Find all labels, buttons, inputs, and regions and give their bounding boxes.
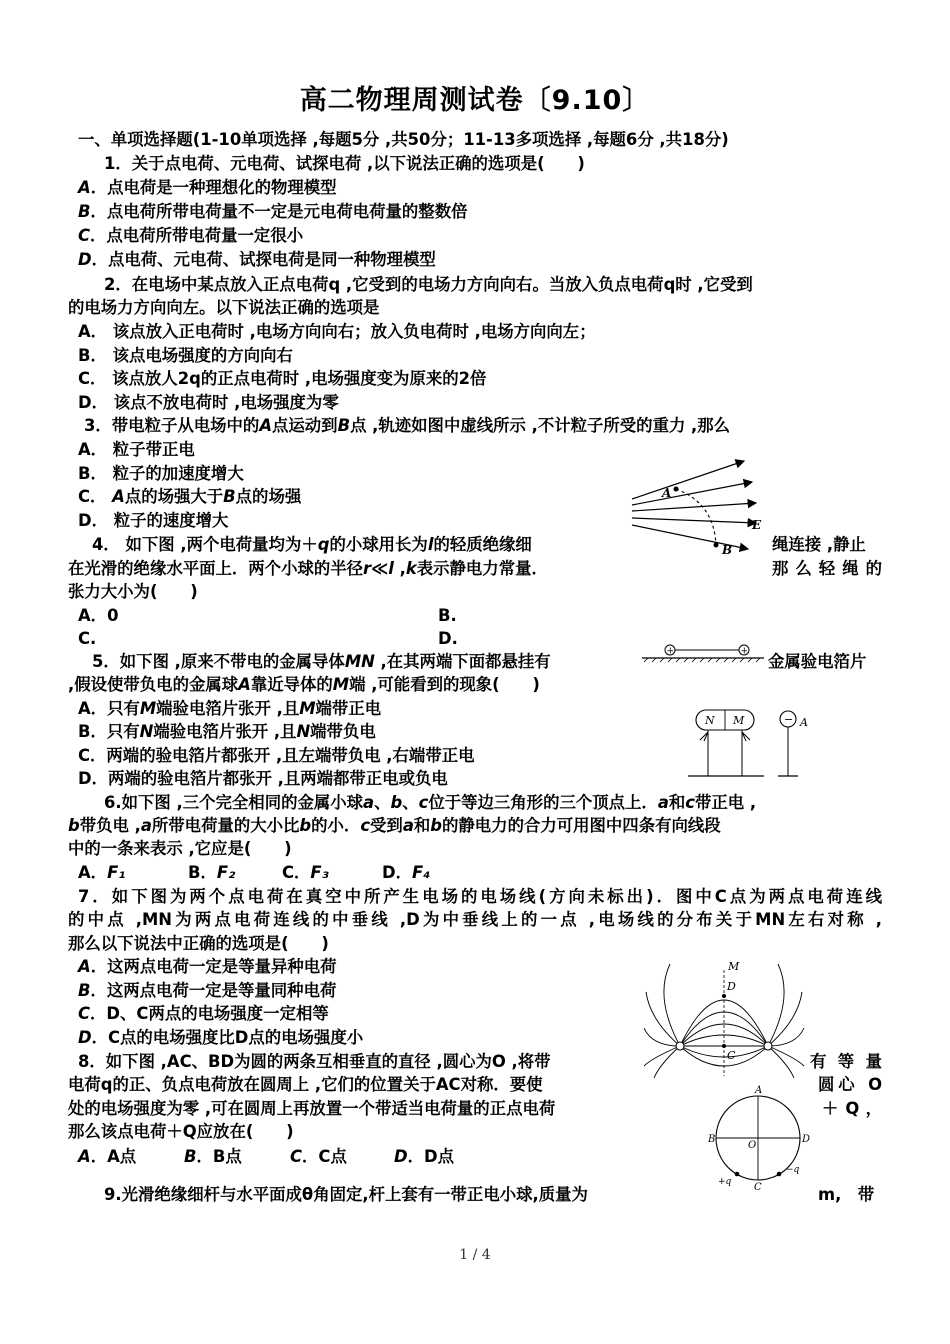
q7-label-d: D — [727, 980, 736, 993]
q1-option-b: B．点电荷所带电荷量不一定是元电荷电荷量的整数倍 — [78, 202, 468, 221]
q4-line1: 4． 如下图 ,两个电荷量均为＋q的小球用长为l的轻质绝缘细 — [92, 535, 532, 554]
q3-point-a — [674, 487, 679, 492]
q7-line2: 的中点 ,MN为两点电荷连线的中垂线 ,D为中垂线上的一点 ,电场线的分布关于MN左右对称 , — [68, 910, 882, 929]
q8-option-d: D．D点 — [394, 1147, 454, 1166]
q5-option-d: D．两端的验电箔片都张开 ,且两端都带正电或负电 — [78, 769, 448, 788]
q5-minus-sign: − — [784, 713, 794, 726]
q6-line1: 6.如下图 ,三个完全相同的金属小球a、b、c位于等边三角形的三个顶点上．a和c带正电 , — [104, 793, 757, 812]
q8-label-b: B — [708, 1134, 716, 1145]
q3-option-a: A． 粒子带正电 — [78, 440, 195, 459]
q3-field-line — [632, 518, 756, 523]
q8-line2: 电荷q的正、负点电荷放在圆周上 ,它们的位置关于AC对称．要使 — [68, 1075, 543, 1094]
q8-label-d: D — [802, 1134, 811, 1145]
q4-plus-left: + — [666, 646, 675, 657]
q7-line1: 7．如下图为两个点电荷在真空中所产生电场的电场线(方向未标出)．图中C点为两点电荷连线 — [78, 887, 882, 906]
q8-positive-charge — [735, 1172, 740, 1177]
q4-option-c: C. — [78, 629, 97, 648]
q1-stem: 1．关于点电荷、元电荷、试探电荷 ,以下说法正确的选项是( ) — [104, 154, 585, 173]
q2-option-d: D． 该点不放电荷时 ,电场强度为零 — [78, 393, 339, 412]
q5-label-m: M — [733, 714, 745, 727]
q6-option-b: B．F₂ — [188, 863, 236, 882]
q7-line3: 那么以下说法中正确的选项是( ) — [68, 934, 329, 953]
q4-line3: 张力大小为( ) — [68, 582, 198, 601]
q5-line1-right: 金属验电箔片 — [768, 652, 867, 671]
q6-line2: b带负电 ,a所带电荷量的大小比b的小．c受到a和b的静电力的合力可用图中四条有向线段 — [68, 816, 721, 835]
q4-line2-right: 那么轻绳的 — [772, 559, 882, 578]
q1-option-c: C．点电荷所带电荷量一定很小 — [78, 226, 304, 245]
q8-line2-right: 圆心 O — [818, 1075, 882, 1094]
q3-option-c: C． A点的场强大于B点的场强 — [78, 487, 302, 506]
q3-field-figure — [628, 455, 773, 575]
q5-line1: 5．如下图 ,原来不带电的金属导体MN ,在其两端下面都悬挂有 — [92, 652, 551, 671]
q5-label-a: A — [800, 716, 808, 729]
q8-line3-right: ＋ Q ， — [822, 1099, 882, 1118]
q6-option-d: D．F₄ — [382, 863, 431, 882]
q6-line3: 中的一条来表示 ,它应是( ) — [68, 839, 292, 858]
q5-foil-left — [700, 732, 708, 741]
q7-point-c — [722, 1044, 726, 1048]
q3-field-line — [632, 461, 744, 499]
q4-option-d: D. — [438, 629, 458, 648]
q1-option-d: D．点电荷、元电荷、试探电荷是同一种物理模型 — [78, 250, 436, 269]
q7-point-d — [722, 994, 726, 998]
section-heading: 一、单项选择题(1-10单项选择 ,每题5分 ,共50分；11-13多项选择 ,每题6分 ,共18分) — [78, 130, 729, 149]
q7-option-b: B．这两点电荷一定是等量同种电荷 — [78, 981, 337, 1000]
q2-option-b: B． 该点电场强度的方向向右 — [78, 346, 293, 365]
q3-option-d: D． 粒子的速度增大 — [78, 511, 229, 530]
q4-line2: 在光滑的绝缘水平面上．两个小球的半径r≪l ,k表示静电力常量． — [68, 559, 548, 578]
q3-point-b — [714, 543, 719, 548]
q8-option-a: A．A点 — [78, 1147, 137, 1166]
q4-line1-right: 绳连接 ,静止 — [772, 535, 866, 554]
q3-label-a: A — [662, 486, 672, 500]
q8-circle-figure — [702, 1080, 820, 1192]
q2-stem-line1: 2．在电场中某点放入正点电荷q ,它受到的电场力方向向右。当放入负点电荷q时 ,它受到 — [104, 275, 753, 294]
q5-option-c: C．两端的验电箔片都张开 ,且左端带负电 ,右端带正电 — [78, 746, 475, 765]
q4-option-b: B. — [438, 606, 457, 625]
q8-line4: 那么该点电荷＋Q应放在( ) — [68, 1122, 294, 1141]
q7-option-c: C．D、C两点的电场强度一定相等 — [78, 1004, 329, 1023]
q8-line3: 处的电场强度为零 ,可在圆周上再放置一个带适当电荷量的正点电荷 — [68, 1099, 556, 1118]
q9-line1-right: m, 带 — [818, 1185, 875, 1204]
q4-option-a: A．0 — [78, 606, 119, 625]
page-title: 高二物理周测试卷〔9.10〕 — [299, 85, 651, 116]
q7-label-c: C — [727, 1049, 736, 1062]
q7-charge-right — [764, 1042, 772, 1050]
q8-label-o: O — [748, 1140, 757, 1151]
q8-label-c: C — [754, 1182, 762, 1192]
q8-option-b: B．B点 — [184, 1147, 242, 1166]
q2-option-a: A． 该点放入正电荷时 ,电场方向向右；放入负电荷时 ,电场方向向左； — [78, 322, 596, 341]
q5-label-n: N — [705, 714, 715, 727]
q3-field-line — [632, 503, 756, 511]
q8-negative-charge — [777, 1172, 782, 1177]
q5-option-b: B．只有N端验电箔片张开 ,且N端带负电 — [78, 722, 376, 741]
q5-option-a: A．只有M端验电箔片张开 ,且M端带正电 — [78, 699, 382, 718]
q3-label-b: B — [722, 543, 733, 557]
q3-option-b: B． 粒子的加速度增大 — [78, 464, 244, 483]
q8-line1-right: 有 等 量 — [810, 1052, 882, 1071]
q3-label-e: E — [752, 518, 762, 532]
q2-stem-line2: 的电场力方向向左。以下说法正确的选项是 — [68, 298, 380, 317]
page-footer: 1 / 4 — [459, 1247, 491, 1263]
q5-foil-right — [742, 732, 750, 741]
q3-trajectory — [676, 489, 716, 545]
q5-figure — [684, 700, 824, 782]
q9-line1: 9.光滑绝缘细杆与水平面成θ角固定,杆上套有一带正电小球,质量为 — [104, 1185, 588, 1204]
q2-option-c: C． 该点放人2q的正点电荷时 ,电场强度变为原来的2倍 — [78, 369, 487, 388]
q4-plus-right: + — [740, 646, 749, 657]
q1-option-a: A．点电荷是一种理想化的物理模型 — [78, 178, 337, 197]
q5-line2: ,假设使带负电的金属球A靠近导体的M端 ,可能看到的现象( ) — [68, 675, 540, 694]
q8-label-a: A — [755, 1085, 763, 1096]
q7-label-m: M — [728, 960, 740, 973]
q6-option-a: A．F₁ — [78, 863, 126, 882]
q8-option-c: C．C点 — [290, 1147, 347, 1166]
q7-field-figure — [644, 958, 814, 1078]
q7-charge-left — [676, 1042, 684, 1050]
q6-option-c: C．F₃ — [282, 863, 329, 882]
q8-label-minus-q: −q — [786, 1165, 800, 1175]
q8-line1: 8．如下图 ,AC、BD为圆的两条互相垂直的直径 ,圆心为O ,将带 — [78, 1052, 551, 1071]
q7-option-d: D．C点的电场强度比D点的电场强度小 — [78, 1028, 364, 1047]
q7-option-a: A．这两点电荷一定是等量异种电荷 — [78, 957, 337, 976]
q8-label-plus-q: +q — [718, 1177, 732, 1187]
q3-stem: 3．带电粒子从电场中的A点运动到B点 ,轨迹如图中虚线所示 ,不计粒子所受的重力 ,那么 — [84, 416, 731, 435]
q4-figure — [640, 640, 768, 664]
